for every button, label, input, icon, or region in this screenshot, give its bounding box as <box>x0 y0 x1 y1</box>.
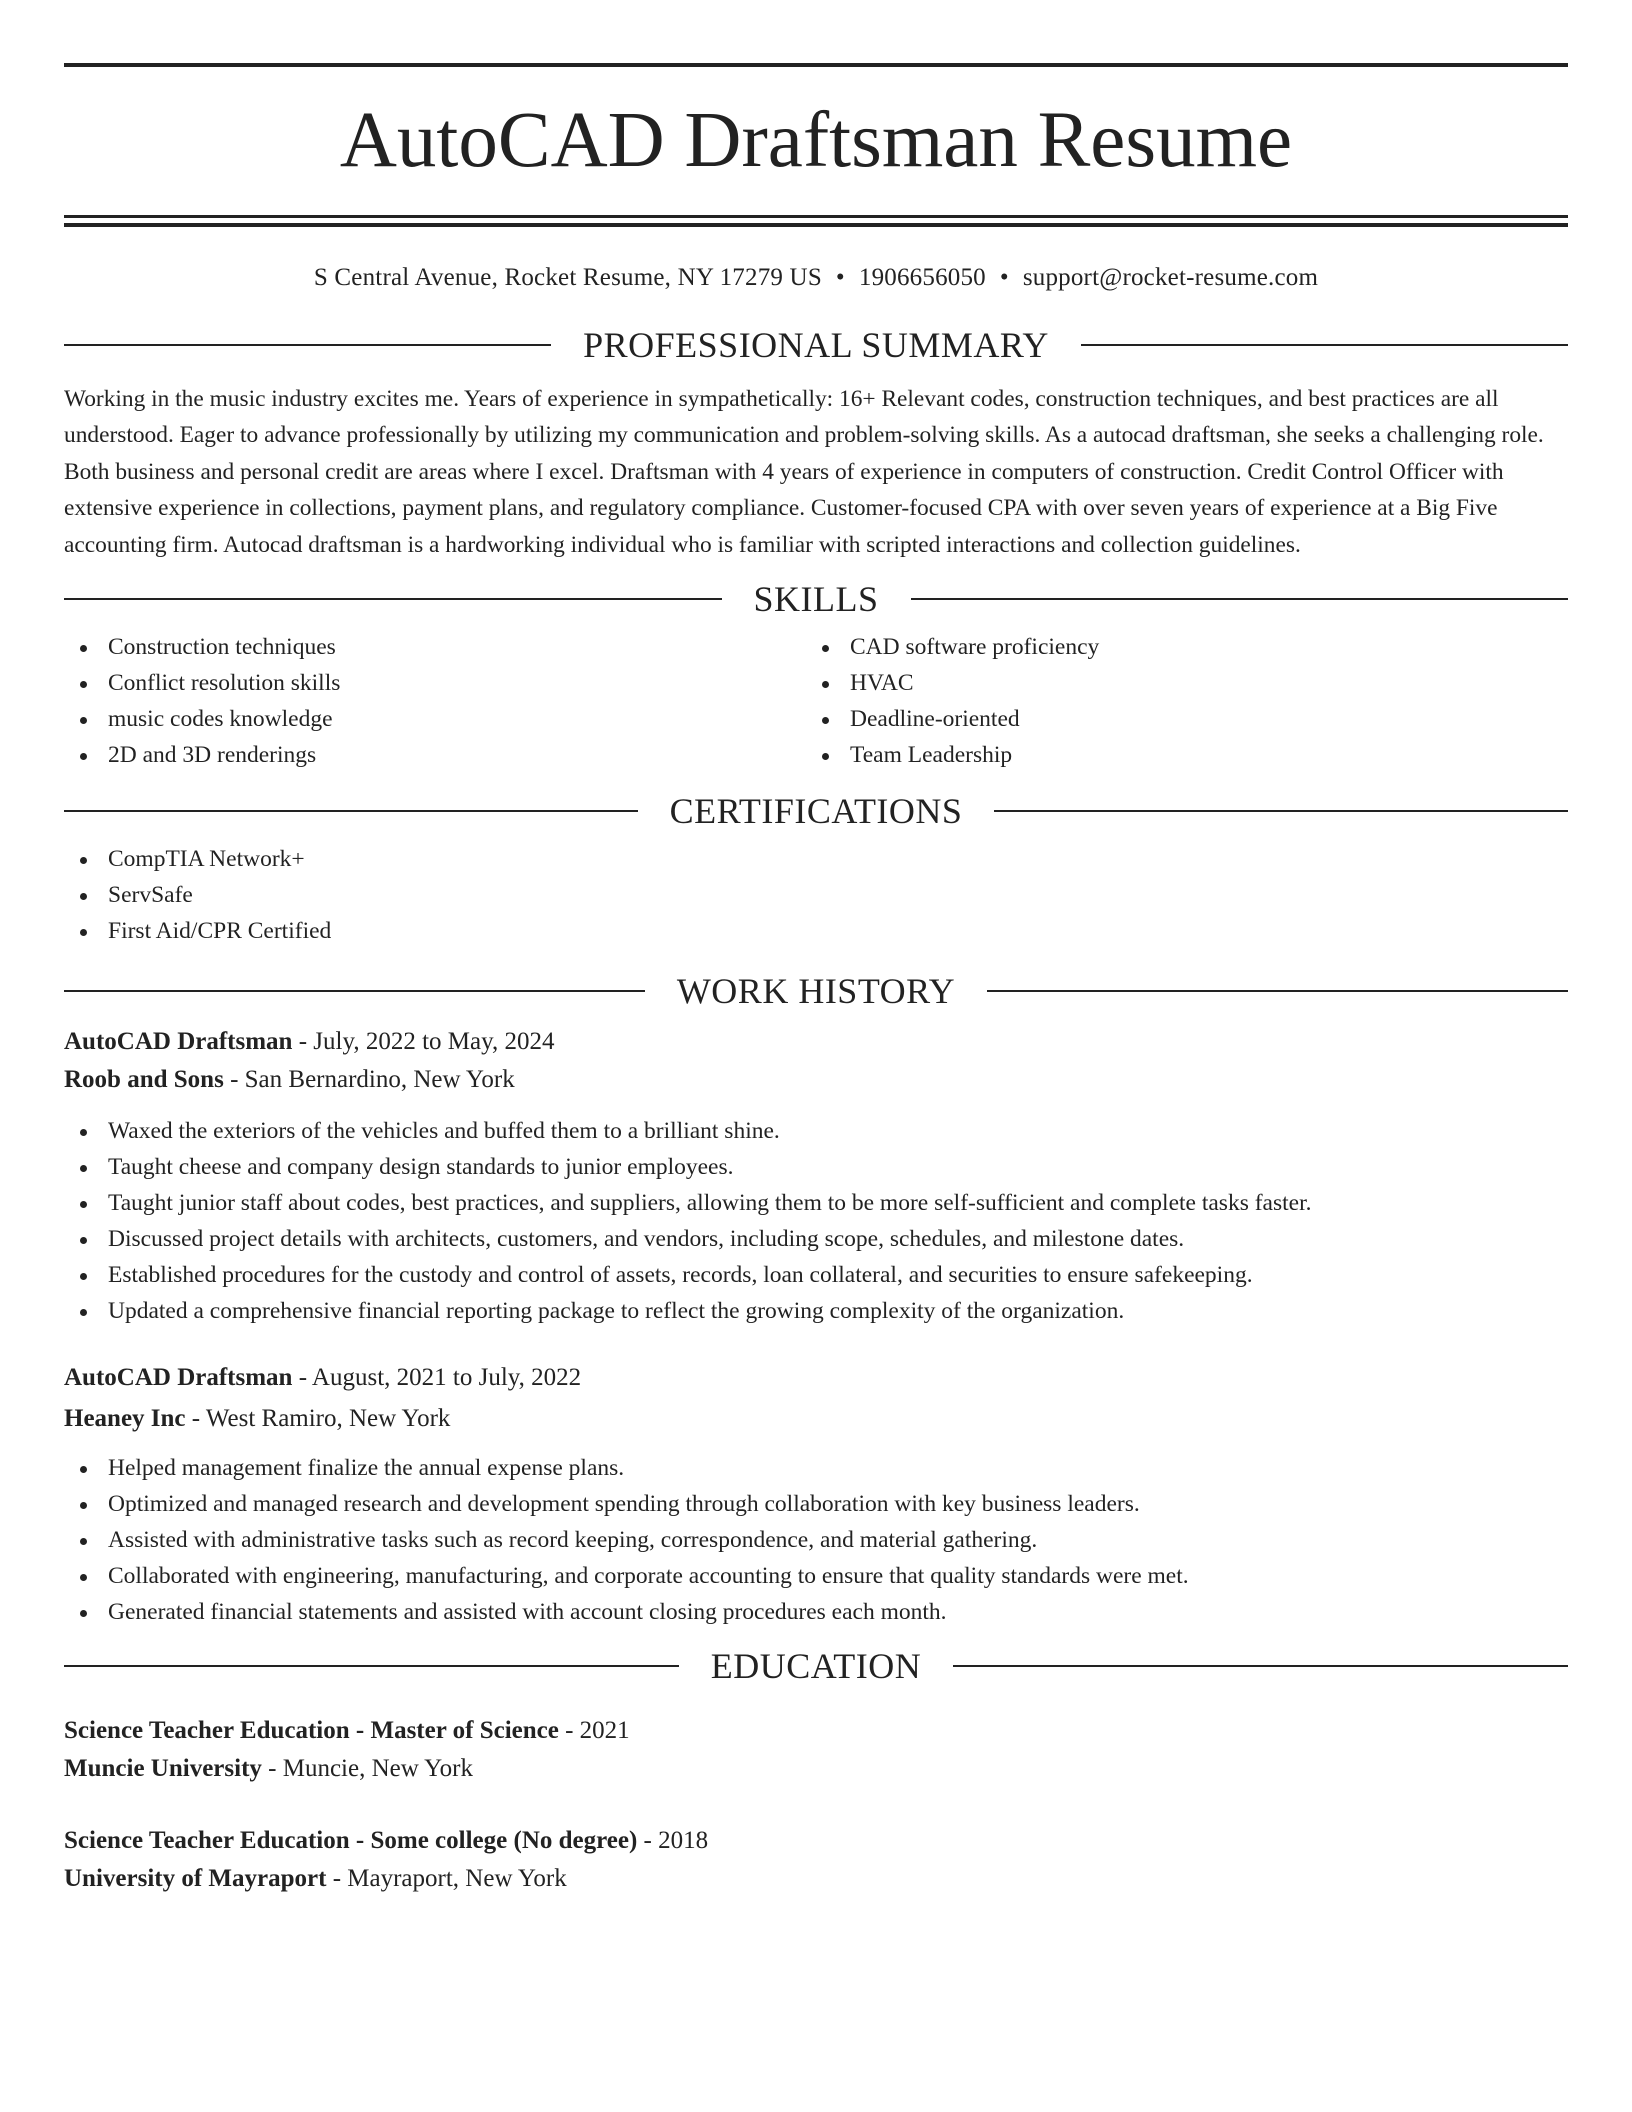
section-title: SKILLS <box>753 579 879 620</box>
certification-item: First Aid/CPR Certified <box>64 913 1568 949</box>
job-location: - West Ramiro, New York <box>185 1405 451 1433</box>
top-rule <box>64 63 1568 67</box>
certification-item: CompTIA Network+ <box>64 841 1568 877</box>
education-year: - 2021 <box>558 1717 630 1745</box>
skill-item: Construction techniques <box>64 629 806 665</box>
contact-phone: 1906656050 <box>858 264 986 291</box>
heading-rule <box>911 598 1569 600</box>
education-school: University of Mayraport <box>64 1865 327 1893</box>
skills-section-heading <box>64 579 1568 619</box>
job-duty-item: Updated a comprehensive financial reporting package to reflect the growing complexity of the organization. <box>64 1293 1568 1329</box>
skills-column-right <box>806 629 1548 773</box>
contact-separator: • <box>999 264 1009 291</box>
skill-item: music codes knowledge <box>64 701 806 737</box>
job-location: - San Bernardino, New York <box>223 1066 515 1094</box>
heading-rule <box>987 990 1568 992</box>
job-dates: - August, 2021 to July, 2022 <box>292 1364 582 1392</box>
resume-page <box>64 0 1568 1898</box>
heading-rule <box>64 990 645 992</box>
education-entry <box>64 1822 1568 1898</box>
summary-section-heading <box>64 325 1568 365</box>
job-company: Heaney Inc <box>64 1405 186 1433</box>
education-section-heading <box>64 1646 1568 1686</box>
skill-item: Conflict resolution skills <box>64 665 806 701</box>
job-duty-item: Collaborated with engineering, manufacturing, and corporate accounting to ensure that quality standards were met. <box>64 1558 1568 1594</box>
contact-email: support@rocket-resume.com <box>1022 264 1319 291</box>
heading-rule <box>64 344 551 346</box>
job-duty-item: Optimized and managed research and development spending through collaboration with key business leaders. <box>64 1486 1568 1522</box>
education-school-line <box>64 1860 1568 1898</box>
education-year: - 2018 <box>637 1827 709 1855</box>
job-entry <box>64 1359 1568 1630</box>
certifications-list <box>64 841 1568 949</box>
job-company-line <box>64 1400 1568 1438</box>
contact-separator: • <box>835 264 845 291</box>
contact-address: S Central Avenue, Rocket Resume, NY 17279 US <box>313 264 822 291</box>
heading-rule <box>953 1665 1568 1667</box>
resume-title: AutoCAD Draftsman Resume <box>339 97 1293 184</box>
skill-item: HVAC <box>806 665 1548 701</box>
job-title: AutoCAD Draftsman <box>64 1364 293 1392</box>
heading-rule <box>64 598 722 600</box>
skill-item: 2D and 3D renderings <box>64 737 806 773</box>
heading-rule <box>1081 344 1568 346</box>
heading-rule <box>64 1665 679 1667</box>
work-section-heading <box>64 971 1568 1011</box>
heading-rule <box>994 810 1568 812</box>
skills-column-left <box>64 629 806 773</box>
education-school-line <box>64 1750 1568 1788</box>
job-company: Roob and Sons <box>64 1066 224 1094</box>
education-degree: Science Teacher Education - Some college (No degree) <box>64 1827 638 1855</box>
education-school: Muncie University <box>64 1755 262 1783</box>
section-title: WORK HISTORY <box>676 971 956 1012</box>
heading-rule <box>64 810 638 812</box>
skills-list <box>64 629 1568 773</box>
certification-item: ServSafe <box>64 877 1568 913</box>
job-duties-list <box>64 1113 1568 1329</box>
summary-text: Working in the music industry excites me. Years of experience in sympathetically: 16+ Relevant codes, construction techniques, and best practices are all understood. Eager to advance professionally by utilizing my communication and problem-solving skills. As a autocad draftsman, she seeks a challenging role. Both business and personal credit are areas where I excel. Draftsman with 4 years of experience in computers of construction. Credit Control Officer with extensive experience in collections, payment plans, and regulatory compliance. Customer-focused CPA with over seven years of experience at a Big Five accounting firm. Autocad draftsman is a hardworking individual who is familiar with scripted interactions and collection guidelines. <box>64 386 1544 558</box>
job-dates: - July, 2022 to May, 2024 <box>292 1028 555 1056</box>
job-duty-item: Taught cheese and company design standards to junior employees. <box>64 1149 1568 1185</box>
job-duty-item: Assisted with administrative tasks such as record keeping, correspondence, and material gathering. <box>64 1522 1568 1558</box>
certifications-section-heading <box>64 791 1568 831</box>
job-title-line <box>64 1023 1568 1061</box>
skill-item: Deadline-oriented <box>806 701 1548 737</box>
job-duty-item: Taught junior staff about codes, best practices, and suppliers, allowing them to be more self-sufficient and complete tasks faster. <box>64 1185 1568 1221</box>
job-duty-item: Helped management finalize the annual expense plans. <box>64 1450 1568 1486</box>
job-entry <box>64 1023 1568 1329</box>
job-duty-item: Discussed project details with architects, customers, and vendors, including scope, schedules, and milestone dates. <box>64 1221 1568 1257</box>
job-duties-list <box>64 1450 1568 1630</box>
education-entry <box>64 1712 1568 1788</box>
education-location: - Mayraport, New York <box>326 1865 567 1893</box>
education-location: - Muncie, New York <box>261 1755 473 1783</box>
skill-item: CAD software proficiency <box>806 629 1548 665</box>
education-degree-line <box>64 1712 1568 1750</box>
job-title-line <box>64 1359 1568 1397</box>
job-duty-item: Established procedures for the custody and control of assets, records, loan collateral, and securities to ensure safekeeping. <box>64 1257 1568 1293</box>
section-title: EDUCATION <box>710 1646 922 1687</box>
job-title: AutoCAD Draftsman <box>64 1028 293 1056</box>
section-title: PROFESSIONAL SUMMARY <box>583 325 1049 365</box>
contact-line <box>64 263 1568 293</box>
job-company-line <box>64 1061 1568 1099</box>
education-degree: Science Teacher Education - Master of Science <box>64 1717 559 1745</box>
title-double-rule <box>64 215 1568 227</box>
section-title: CERTIFICATIONS <box>669 791 963 832</box>
job-duty-item: Generated financial statements and assisted with account closing procedures each month. <box>64 1594 1568 1630</box>
education-degree-line <box>64 1822 1568 1860</box>
skill-item: Team Leadership <box>806 737 1548 773</box>
job-duty-item: Waxed the exteriors of the vehicles and buffed them to a brilliant shine. <box>64 1113 1568 1149</box>
